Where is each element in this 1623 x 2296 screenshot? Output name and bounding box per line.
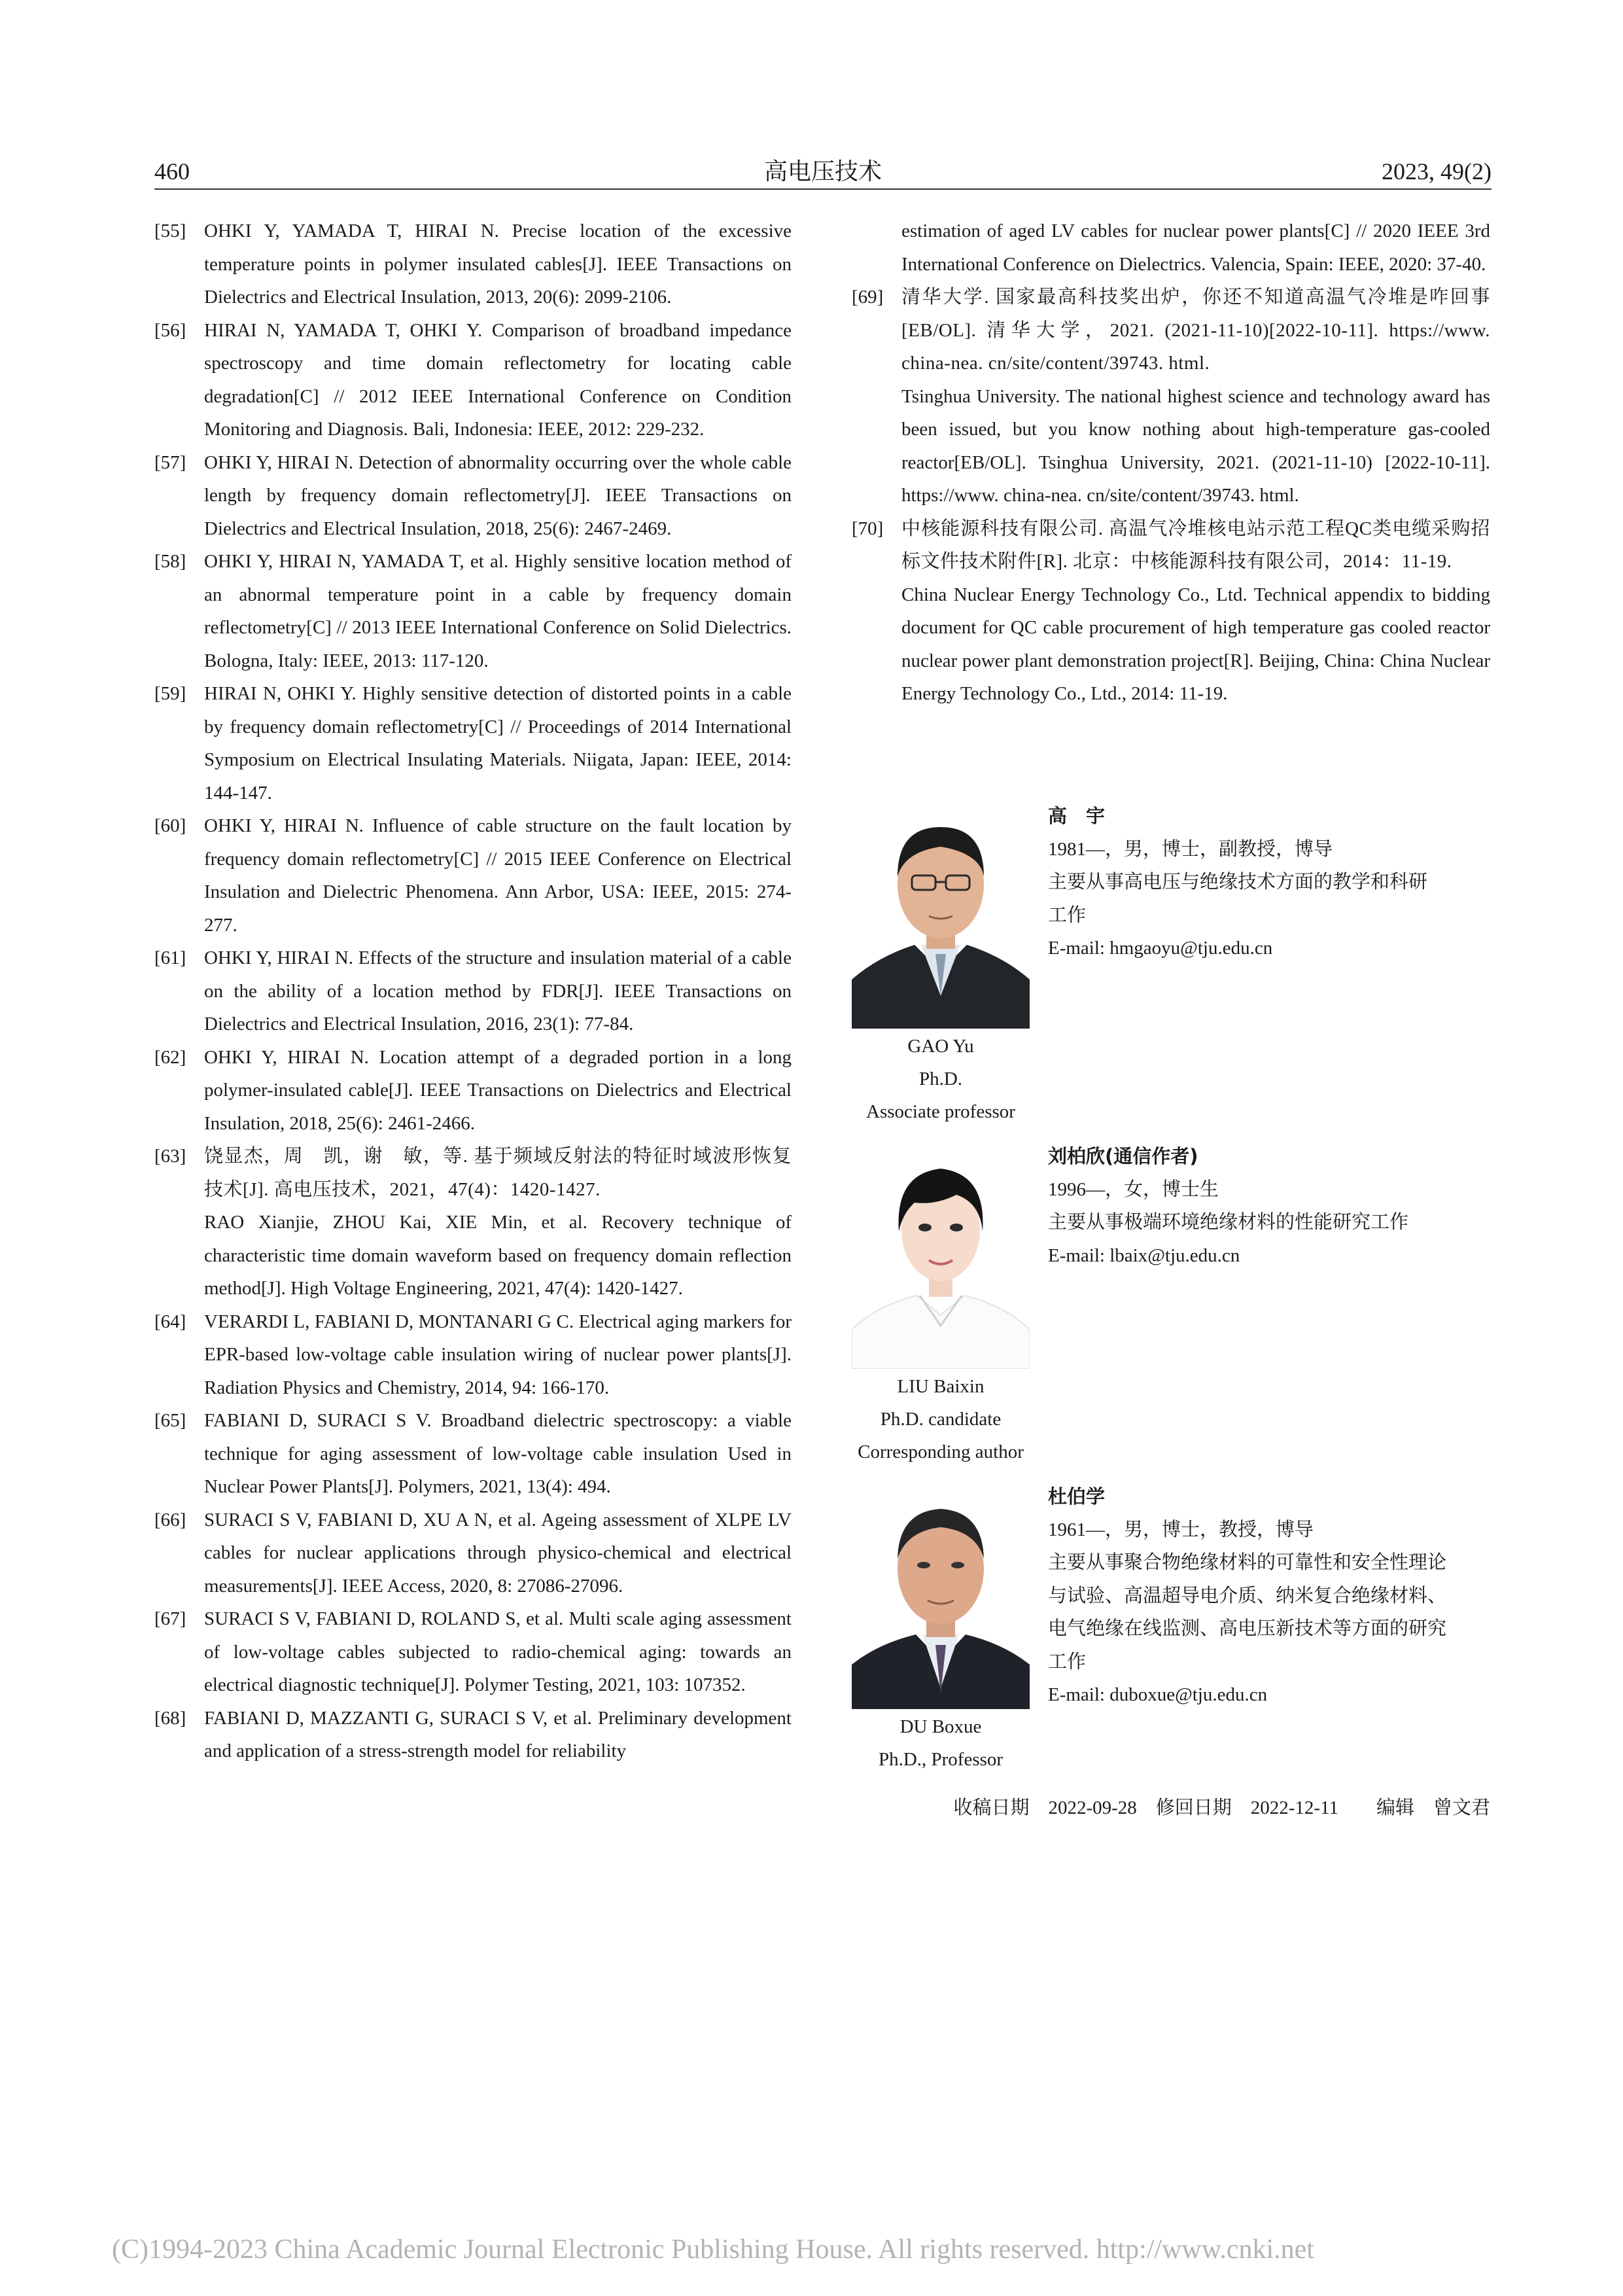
reference-text: FABIANI D, MAZZANTI G, SURACI S V, et al. Preliminary development and application of a stress-strength model for reliability: [204, 1707, 792, 1761]
author-name: 高 宇: [1048, 805, 1106, 827]
reference-body: [204, 545, 792, 677]
caption-line: Associate professor: [866, 1101, 1015, 1122]
reference-item: [154, 677, 792, 809]
reference-text: HIRAI N, OHKI Y. Highly sensitive detection of distorted points in a cable by frequency domain reflectometry[C] // Proceedings of 2014 International Symposium on Electrical Insulating Materials. Niigata, Japan: IEEE, 2014: 144-147.: [204, 683, 792, 804]
caption-line: Corresponding author: [858, 1441, 1024, 1462]
reference-body: [204, 1305, 792, 1405]
reference-text: 中核能源科技有限公司. 高温气冷堆核电站示范工程QC类电缆采购招标文件技术附件[R]. 北京：中核能源科技有限公司，2014：11-19.: [901, 518, 1490, 572]
author-photo-liu-baixin: [852, 1140, 1030, 1369]
reference-text: OHKI Y, HIRAI N. Detection of abnormality occurring over the whole cable length by frequency domain reflectometry[J]. IEEE Transactions on Dielectrics and Electrical Insulation, 2018, 25(6): 2467-2469.: [204, 451, 792, 539]
reference-text: RAO Xianjie, ZHOU Kai, XIE Min, et al. Recovery technique of characteristic time domain waveform based on frequency domain reflection method[J]. High Voltage Engineering, 2021, 47(4): 1420-1427.: [204, 1212, 792, 1299]
info-line: 1981—，男，博士，副教授，博导: [1048, 838, 1333, 860]
reference-text: VERARDI L, FABIANI D, MONTANARI G C. Electrical aging markers for EPR-based low-voltage cable insulation wiring of nuclear power plants[J]. Radiation Physics and Chemistry, 2014, 94: 166-170.: [204, 1311, 792, 1398]
reference-number: [64]: [154, 1311, 186, 1332]
info-line: 主要从事聚合物绝缘材料的可靠性和安全性理论: [1048, 1552, 1447, 1573]
info-line: 与试验、高温超导电介质、纳米复合绝缘材料、: [1048, 1585, 1447, 1606]
references-right-column: [852, 215, 1490, 711]
reference-number: [70]: [852, 518, 884, 539]
reference-body: [204, 677, 792, 809]
reference-item: [154, 1504, 792, 1603]
reference-item: [154, 942, 792, 1041]
running-header: [154, 154, 1492, 191]
reference-text: OHKI Y, HIRAI N, YAMADA T, et al. Highly sensitive location method of an abnormal temperature point in a cable by frequency domain reflectometry[C] // 2013 IEEE International Conference on Solid Dielectrics. Bologna, Italy: IEEE, 2013: 117-120.: [204, 551, 792, 671]
author-info: [1048, 800, 1490, 965]
reference-body: [204, 809, 792, 942]
reference-body: [204, 446, 792, 546]
caption-line: Ph.D.: [918, 1069, 963, 1089]
caption-line: Ph.D., Professor: [878, 1749, 1003, 1770]
info-line: 1996—，女，博士生: [1048, 1178, 1219, 1200]
reference-item: [154, 215, 792, 314]
reference-body: [204, 1140, 792, 1305]
reference-item: [154, 809, 792, 942]
reference-text: OHKI Y, HIRAI N. Influence of cable structure on the fault location by frequency domain reflectometry[C] // 2015 IEEE Conference on Electrical Insulation and Dielectric Phenomena. Ann Arbor, USA: IEEE, 2015: 274-277.: [204, 815, 792, 936]
reference-number: [66]: [154, 1509, 186, 1530]
reference-item: [154, 446, 792, 546]
reference-number: [65]: [154, 1410, 186, 1431]
copyright-watermark: (C)1994-2023 China Academic Journal Electronic Publishing House. All rights reserved. http://www.cnki.net: [112, 2234, 1314, 2265]
reference-text: 清华大学. 国家最高科技奖出炉，你还不知道高温气冷堆是咋回事[EB/OL]. 清华大学，2021. (2021-11-10)[2022-10-11]. https://www. china-nea. cn/site/content/39743. html.: [901, 287, 1490, 374]
header-rule: [154, 188, 1492, 190]
reference-body: [204, 1404, 792, 1504]
info-line: 1961—，男，博士，教授，博导: [1048, 1519, 1314, 1540]
reference-item: [154, 1041, 792, 1140]
reference-text: China Nuclear Energy Technology Co., Ltd. Technical appendix to bidding document for QC cable procurement of high temperature gas cooled reactor nuclear power plant demonstration project[R]. Beijing, China: China Nuclear Energy Technology Co., Ltd., 2014: 11-19.: [901, 584, 1490, 704]
email: E-mail: lbaix@tju.edu.cn: [1048, 1245, 1240, 1266]
reference-body: [901, 281, 1490, 512]
reference-text: Tsinghua University. The national highest science and technology award has been issued, but you know nothing about high-temperature gas-cooled reactor[EB/OL]. Tsinghua University, 2021. (2021-11-10) [2022-10-11]. https://www. china-nea. cn/site/content/39743. html.: [901, 385, 1490, 506]
reference-item: [852, 512, 1490, 711]
reference-body: [204, 1602, 792, 1702]
info-line: 工作: [1048, 904, 1087, 926]
reference-body: [204, 942, 792, 1041]
author-bio-liu-baixin: [852, 1140, 1490, 1480]
reference-number: [56]: [154, 319, 186, 341]
issue-info: 2023, 49(2): [1382, 158, 1492, 185]
info-line: 主要从事高电压与绝缘技术方面的教学和科研: [1048, 872, 1428, 892]
reference-text: SURACI S V, FABIANI D, XU A N, et al. Ageing assessment of XLPE LV cables for nuclear applications through physico-chemical and electrical measurements[J]. IEEE Access, 2020, 8: 27086-27096.: [204, 1509, 792, 1597]
email: E-mail: hmgaoyu@tju.edu.cn: [1048, 938, 1273, 959]
reference-68-continuation: [852, 215, 1490, 281]
reference-item: [154, 1602, 792, 1702]
caption-line: Ph.D. candidate: [880, 1409, 1002, 1430]
reference-number: [60]: [154, 815, 186, 836]
info-line: 电气绝缘在线监测、高电压新技术等方面的研究: [1048, 1618, 1447, 1639]
reference-number: [69]: [852, 287, 884, 308]
page-number: 460: [154, 158, 190, 185]
author-info: [1048, 1480, 1490, 1712]
author-photo-gao-yu: [852, 800, 1030, 1029]
reference-number: [61]: [154, 947, 186, 968]
reference-text: OHKI Y, HIRAI N. Location attempt of a degraded portion in a long polymer-insulated cable[J]. IEEE Transactions on Dielectrics and Electrical Insulation, 2018, 25(6): 2461-2466.: [204, 1046, 792, 1134]
reference-body: [204, 1041, 792, 1140]
reference-text: OHKI Y, HIRAI N. Effects of the structure and insulation material of a cable on the ability of a location method by FDR[J]. IEEE Transactions on Dielectrics and Electrical Insulation, 2016, 23(1): 77-84.: [204, 947, 792, 1034]
author-name: 杜伯学: [1048, 1485, 1106, 1508]
reference-number: [63]: [154, 1146, 186, 1167]
reference-number: [62]: [154, 1046, 186, 1068]
reference-item: [154, 1702, 792, 1768]
info-line: 工作: [1048, 1651, 1087, 1672]
reference-item: [154, 545, 792, 677]
references-left-column: [154, 215, 792, 1768]
reference-text: estimation of aged LV cables for nuclear power plants[C] // 2020 IEEE 3rd International Conference on Dielectrics. Valencia, Spain: IEEE, 2020: 37-40.: [901, 221, 1490, 275]
caption-line: DU Boxue: [899, 1716, 982, 1737]
author-caption: [826, 1710, 1056, 1776]
reference-item: [154, 1140, 792, 1305]
reference-item: [154, 1404, 792, 1504]
caption-line: LIU Baixin: [897, 1376, 985, 1397]
reference-body: [901, 512, 1490, 711]
reference-item: [154, 314, 792, 446]
reference-number: [59]: [154, 683, 186, 704]
reference-body: [204, 1504, 792, 1603]
email: E-mail: duboxue@tju.edu.cn: [1048, 1684, 1268, 1705]
author-photo-du-boxue: [852, 1480, 1030, 1709]
reference-text: FABIANI D, SURACI S V. Broadband dielectric spectroscopy: a viable technique for aging assessment of low-voltage cable insulation Used in Nuclear Power Plants[J]. Polymers, 2021, 13(4): 494.: [204, 1410, 792, 1497]
reference-body: [204, 314, 792, 446]
reference-number: [58]: [154, 551, 186, 572]
reference-text: OHKI Y, YAMADA T, HIRAI N. Precise location of the excessive temperature points in polymer insulated cables[J]. IEEE Transactions on Dielectrics and Electrical Insulation, 2013, 20(6): 2099-2106.: [204, 221, 792, 308]
reference-number: [57]: [154, 451, 186, 473]
author-caption: [826, 1370, 1056, 1468]
reference-number: [68]: [154, 1707, 186, 1729]
author-bio-du-boxue: [852, 1480, 1490, 1781]
reference-body: [204, 215, 792, 314]
author-caption: [826, 1030, 1056, 1128]
reference-item: [852, 281, 1490, 512]
reference-text: 饶显杰，周 凯，谢 敏，等. 基于频域反射法的特征时域波形恢复技术[J]. 高电压技术，2021，47(4)：1420-1427.: [204, 1146, 792, 1200]
reference-item: [154, 1305, 792, 1405]
reference-number: [67]: [154, 1608, 186, 1629]
reference-text: HIRAI N, YAMADA T, OHKI Y. Comparison of broadband impedance spectroscopy and time domain reflectometry for locating cable degradation[C] // 2012 IEEE International Conference on Condition Monitoring and Diagnosis. Bali, Indonesia: IEEE, 2012: 229-232.: [204, 319, 792, 440]
author-bio-gao-yu: [852, 800, 1490, 1140]
reference-text: SURACI S V, FABIANI D, ROLAND S, et al. Multi scale aging assessment of low-voltage cables subjected to radio-chemical aging: towards an electrical diagnostic technique[J]. Polymer Testing, 2021, 103: 107352.: [204, 1608, 792, 1695]
journal-title: 高电压技术: [763, 158, 882, 185]
reference-body: [204, 1702, 792, 1768]
reference-number: [55]: [154, 221, 186, 241]
caption-line: GAO Yu: [907, 1036, 974, 1057]
info-line: 主要从事极端环境绝缘材料的性能研究工作: [1048, 1212, 1409, 1233]
submission-dates: 收稿日期 2022-09-28 修回日期 2022-12-11 编辑 曾文君: [953, 1797, 1490, 1818]
author-name: 刘柏欣(通信作者): [1048, 1145, 1198, 1167]
author-info: [1048, 1140, 1490, 1272]
